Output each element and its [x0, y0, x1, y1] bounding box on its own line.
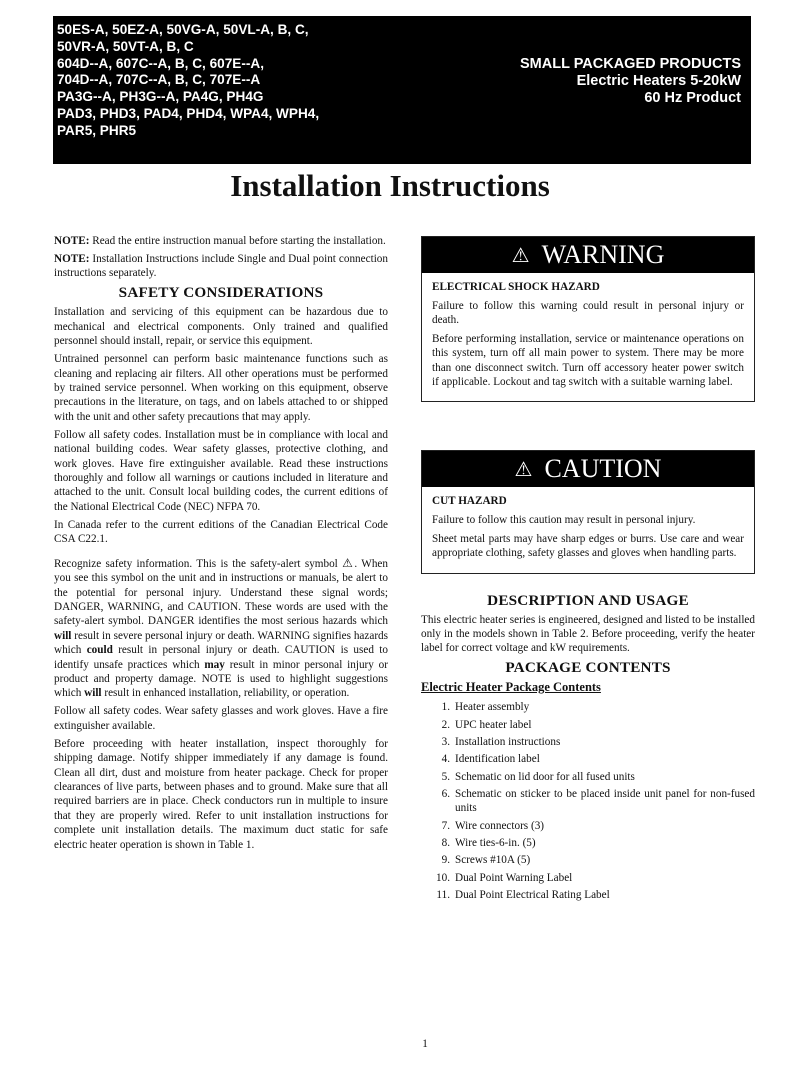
caution-heading: CUT HAZARD	[432, 495, 507, 508]
list-item: 7. Wire connectors (3)	[441, 819, 545, 832]
description-text: This electric heater series is engineered, designed and listed to be installed only in the models shown in Table 2. Before proceeding, verify the heater label for correct voltage and kW requirements.	[421, 613, 755, 655]
warning-heading: ELECTRICAL SHOCK HAZARD	[432, 281, 600, 293]
list-item: 5. Schematic on lid door for all fused units	[441, 770, 635, 783]
warning-body	[422, 273, 754, 401]
document-title: Installation Instructions	[230, 168, 550, 203]
package-subheading: Electric Heater Package Contents	[421, 680, 601, 695]
left-column	[54, 234, 388, 856]
caution-box	[421, 450, 755, 573]
note-text: Installation Instructions include Single and Dual point connection instructions separately.	[54, 253, 388, 280]
list-item: 1. Heater assembly	[441, 701, 530, 714]
model-line: PA3G--A, PH3G--A, PA4G, PH4G	[57, 89, 264, 105]
note-label: NOTE:	[54, 235, 90, 247]
canada-paragraph: In Canada refer to the current editions of the Canadian Electrical Code CSA C22.1.	[54, 518, 388, 546]
package-heading: PACKAGE CONTENTS	[505, 659, 671, 677]
list-item: 6. Schematic on sticker to be placed inside unit panel for non-fused units	[441, 787, 755, 815]
model-line: 50VR-A, 50VT-A, B, C	[57, 38, 194, 54]
warning-text: Before performing installation, service or maintenance operations on this system, turn off all main power to system. There may be more than one disconnect switch. Turn off accessory heater power switch if applicable. Lockout and tag switch with a suitable warning label.	[432, 332, 744, 389]
list-item: 9. Screws #10A (5)	[441, 854, 531, 867]
warning-triangle-icon: ⚠	[511, 244, 530, 267]
signal-words-paragraph: Recognize safety information. This is the safety-alert symbol ⚠. When you see this symbol on the unit and in instructions or manuals, be alert to the potential for personal injury. Understand these signal words; DANGER, WARNING, and CAUTION. These words are used with the safety-alert symbol. DANGER identifies the most serious hazards which will result in severe personal injury or death. WARNING signifies hazards which could result in personal injury or death. CAUTION is used to identify unsafe practices which may result in minor personal injury or product and property damage. NOTE is used to highlight suggestions which will result in enhanced installation, reliability, or operation.	[54, 555, 388, 700]
safety-paragraph: Untrained personnel can perform basic maintenance functions such as cleaning and replacing air filters. All other operations must be performed by trained service personnel. When working on this equipment, observe precautions in the literature, on tags, and on labels attached to or shipped with the unit and other safety precautions that may apply.	[54, 353, 388, 423]
package-contents-list	[421, 700, 755, 902]
caution-text: Failure to follow this caution may result in personal injury.	[432, 514, 696, 527]
warning-banner	[422, 237, 754, 273]
note-connection	[54, 252, 388, 281]
safety-paragraph: Follow all safety codes. Installation must be in compliance with local and national building codes. Wear safety glasses, protective clothing, and work gloves. Have fire extinguisher available. Read these instructions thoroughly and follow all warnings or cautions included in literature and attached to the unit. Consult local building codes, the current editions of the National Electrical Code (NEC) NFPA 70.	[54, 428, 388, 513]
inspection-paragraph: Before proceeding with heater installation, inspect thoroughly for shipping damage. Notify shipper immediately if any damage is found. Clean all dirt, dust and moisture from heater package. Check for proper clearances of live parts, between phases and to ground. Make sure that all required barriers are in place. Check conductors run in multiple to insure that they are properly wired. Refer to unit installation instructions for complete unit installation details. The maximum duct static for safe electric heater operation is shown in Table 1.	[54, 737, 388, 851]
model-line: PAD3, PHD3, PAD4, PHD4, WPA4, WPH4,	[57, 105, 320, 121]
caution-triangle-icon: ⚠	[514, 458, 533, 481]
note-read-manual	[54, 234, 388, 248]
page-number: 1	[422, 1038, 428, 1050]
caution-banner	[422, 451, 754, 487]
list-item: 11. Dual Point Electrical Rating Label	[436, 888, 610, 901]
warning-box	[421, 236, 755, 402]
right-column	[421, 236, 755, 905]
product-frequency: 60 Hz Product	[644, 90, 741, 106]
description-heading: DESCRIPTION AND USAGE	[487, 591, 689, 609]
product-name: Electric Heaters 5-20kW	[576, 73, 741, 89]
caution-text: Sheet metal parts may have sharp edges or burrs. Use care and wear appropriate clothing, safety glasses and gloves when handling parts.	[432, 532, 744, 560]
caution-label: CAUTION	[544, 454, 662, 484]
safety-heading: SAFETY CONSIDERATIONS	[118, 284, 324, 302]
header-banner	[53, 16, 751, 164]
note-text: Read the entire instruction manual before starting the installation.	[89, 235, 386, 247]
list-item: 2. UPC heater label	[441, 718, 532, 731]
model-line: PAR5, PHR5	[57, 122, 137, 138]
safety-paragraph: Follow all safety codes. Wear safety glasses and work gloves. Have a fire extinguisher available.	[54, 705, 388, 732]
model-line: 704D--A, 707C--A, B, C, 707E--A	[57, 72, 261, 88]
warning-label: WARNING	[541, 240, 665, 269]
safety-paragraph: Installation and servicing of this equipment can be hazardous due to mechanical and electrical components. Only trained and qualified personnel should install, repair, or service this equipment.	[54, 306, 388, 348]
warning-text: Failure to follow this warning could result in personal injury or death.	[432, 300, 744, 327]
caution-body	[422, 487, 754, 572]
model-line: 50ES-A, 50EZ-A, 50VG-A, 50VL-A, B, C,	[57, 22, 309, 37]
list-item: 3. Installation instructions	[441, 736, 561, 749]
list-item: 4. Identification label	[441, 753, 540, 766]
list-item: 8. Wire ties-6-in. (5)	[441, 836, 536, 849]
model-line: 604D--A, 607C--A, B, C, 607E--A,	[57, 55, 264, 71]
product-category: SMALL PACKAGED PRODUCTS	[520, 56, 741, 72]
list-item: 10. Dual Point Warning Label	[436, 871, 573, 884]
product-line	[520, 56, 741, 107]
safety-alert-icon: ⚠	[342, 555, 355, 570]
model-list	[57, 22, 457, 140]
note-label: NOTE:	[54, 253, 90, 265]
